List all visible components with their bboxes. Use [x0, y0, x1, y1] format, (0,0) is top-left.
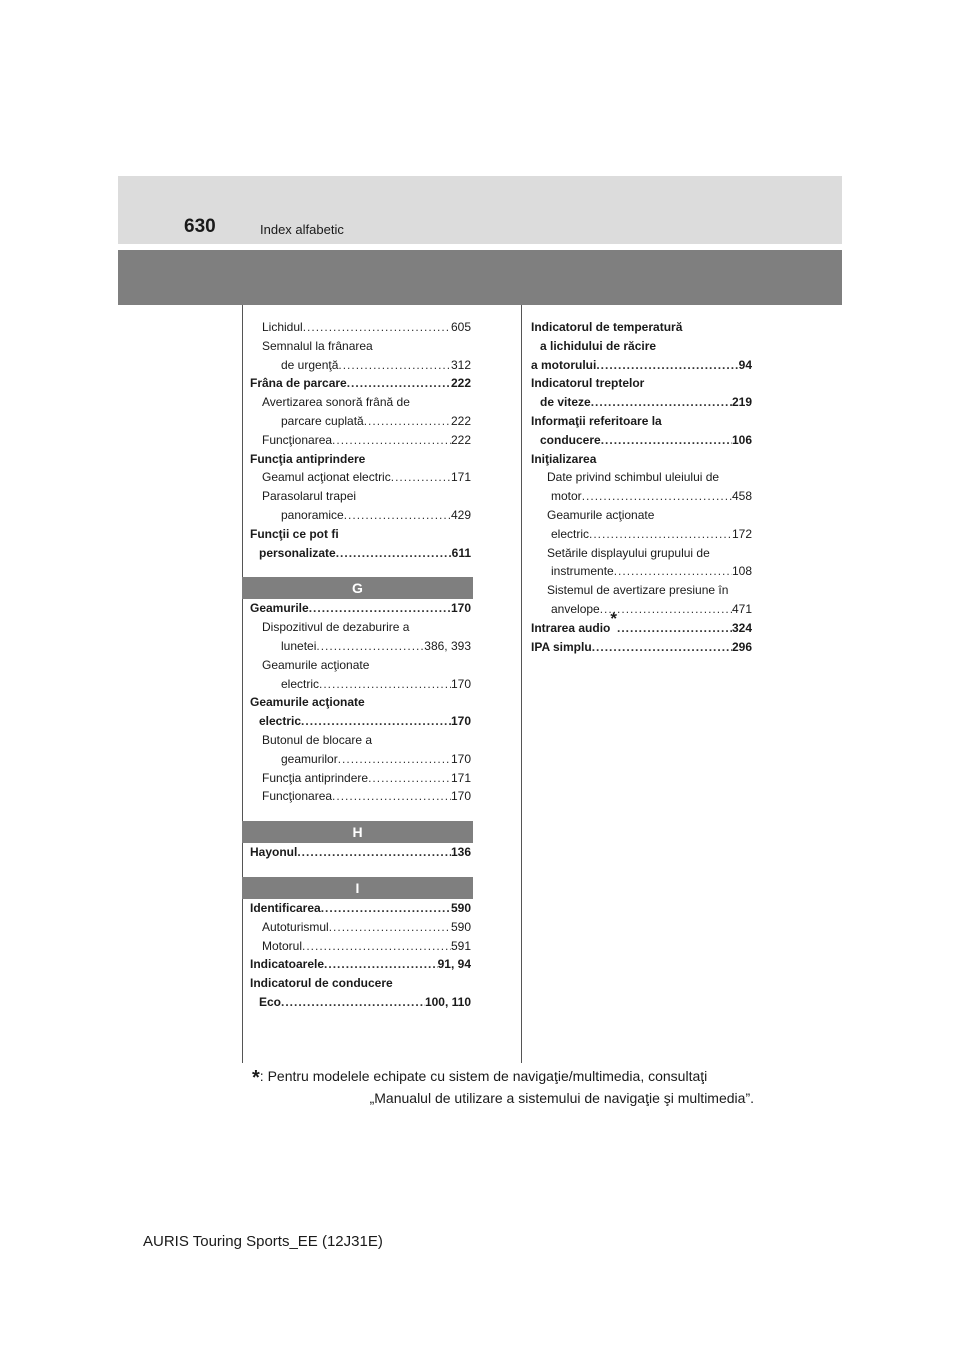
dot-leader	[319, 675, 451, 694]
index-entry	[531, 638, 752, 657]
letter-band: G	[242, 577, 473, 599]
index-entry	[531, 393, 752, 412]
index-heading	[531, 468, 752, 487]
index-label: Indicatorul de temperatură	[531, 320, 683, 334]
header-band	[118, 250, 842, 305]
index-entry	[250, 993, 471, 1012]
column-divider-left	[242, 305, 243, 1063]
index-page: 170	[450, 676, 471, 691]
footnote	[252, 1066, 754, 1108]
index-page: 590	[450, 919, 471, 934]
page-number: 630	[184, 216, 216, 237]
index-entry	[250, 356, 471, 375]
dot-leader	[332, 431, 451, 450]
index-label: Geamurile	[250, 601, 309, 616]
index-label: panoramice	[281, 507, 344, 522]
section-gap	[250, 862, 471, 877]
index-column-1	[250, 318, 471, 1012]
dot-leader	[391, 468, 451, 487]
index-entry	[250, 769, 471, 788]
index-label: Avertizarea sonoră frână de	[262, 395, 410, 410]
index-label: Geamul acţionat electric	[262, 470, 391, 485]
index-entry	[250, 544, 471, 563]
index-page: 471	[731, 601, 752, 616]
index-entry	[531, 487, 752, 506]
index-page: 171	[450, 770, 471, 785]
dot-leader	[368, 769, 451, 788]
index-label: Informaţii referitoare la	[531, 413, 662, 428]
index-entry	[250, 637, 471, 656]
dot-leader	[309, 599, 451, 618]
dot-leader	[324, 955, 438, 974]
index-label: electric	[551, 526, 590, 541]
index-column-2	[531, 318, 752, 656]
dot-leader	[302, 937, 451, 956]
index-page: 222	[450, 376, 471, 391]
index-entry	[250, 899, 471, 918]
footnote-marker: *	[610, 608, 617, 628]
letter-band: H	[242, 821, 473, 843]
index-label: Hayonul	[250, 845, 298, 860]
index-heading	[531, 412, 752, 431]
index-label: electric	[281, 676, 320, 691]
index-page: 170	[450, 789, 471, 804]
page-title: Index alfabetic	[260, 222, 344, 237]
index-heading	[531, 581, 752, 600]
index-page: 591	[450, 938, 471, 953]
index-label: Identificarea	[250, 900, 321, 915]
index-label: Intrarea audio	[531, 620, 611, 635]
index-page: 222	[450, 413, 471, 428]
index-label: Setările displayului grupului de	[547, 545, 710, 560]
index-page: 590	[450, 900, 471, 915]
index-page: 100, 110	[424, 994, 471, 1009]
index-page: 611	[451, 545, 471, 560]
dot-leader	[617, 619, 732, 638]
index-entry	[250, 937, 471, 956]
index-label: Lichidul	[262, 320, 303, 334]
index-label: Indicatoarele	[250, 957, 325, 972]
index-label: conducere	[540, 432, 601, 447]
index-label: anvelope	[551, 601, 600, 616]
index-page: 136	[450, 845, 471, 860]
index-label: geamurilor	[281, 751, 338, 766]
index-page: 170	[450, 751, 471, 766]
index-page: 324	[731, 620, 752, 635]
index-label: instrumente	[551, 564, 614, 579]
index-heading	[250, 487, 471, 506]
index-label: Indicatorul treptelor	[531, 376, 645, 391]
index-label: Funcţionarea	[262, 789, 333, 804]
index-page: 94	[738, 357, 752, 372]
dot-leader	[336, 544, 452, 563]
index-label: Funcţii ce pot fi	[250, 526, 339, 541]
index-heading	[531, 544, 752, 563]
index-page: 91, 94	[437, 957, 471, 972]
index-label: parcare cuplată	[281, 413, 364, 428]
index-page: 429	[450, 507, 471, 522]
index-page: 312	[450, 357, 471, 372]
index-label: Geamurile acţionate	[262, 657, 370, 672]
index-heading	[250, 656, 471, 675]
index-heading	[250, 337, 471, 356]
index-entry	[250, 750, 471, 769]
index-label: motor	[551, 489, 582, 504]
index-entry	[531, 600, 752, 619]
index-label: Butonul de blocare a	[262, 732, 373, 747]
index-label: de viteze	[540, 395, 591, 410]
dot-leader	[591, 393, 732, 412]
index-label: Frâna de parcare	[250, 376, 347, 391]
index-heading	[250, 618, 471, 637]
dot-leader	[347, 374, 451, 393]
dot-leader	[601, 431, 732, 450]
dot-leader	[614, 562, 732, 581]
footnote-line-2: „Manualul de utilizare a sistemului de navigaţie şi multimedia”.	[369, 1090, 754, 1106]
index-entry	[531, 562, 752, 581]
footnote-star: *	[252, 1067, 260, 1089]
index-label: Motorul	[262, 938, 303, 953]
dot-leader	[364, 412, 451, 431]
index-label: IPA simplu	[531, 639, 592, 654]
index-label: Funcţia antiprindere	[262, 770, 369, 785]
dot-leader	[321, 899, 451, 918]
dot-leader	[596, 356, 738, 375]
index-label: Geamurile acţionate	[547, 507, 655, 522]
index-entry	[250, 468, 471, 487]
index-entry	[250, 675, 471, 694]
dot-leader	[582, 487, 732, 506]
dot-leader	[281, 993, 425, 1012]
index-heading	[531, 506, 752, 525]
index-page: 170	[450, 714, 471, 729]
index-label: Date privind schimbul uleiului de	[547, 470, 720, 485]
index-label: de urgenţă	[281, 357, 339, 372]
index-heading	[250, 393, 471, 412]
index-entry	[250, 599, 471, 618]
index-entry	[250, 431, 471, 450]
index-label: electric	[259, 714, 302, 729]
index-label: Dispozitivul de dezaburire a	[262, 620, 410, 635]
index-entry	[250, 843, 471, 862]
dot-leader	[338, 750, 451, 769]
dot-leader	[329, 918, 451, 937]
dot-leader	[297, 843, 451, 862]
index-heading	[250, 974, 471, 993]
index-page: 222	[450, 432, 471, 447]
index-entry	[250, 412, 471, 431]
index-page: 458	[731, 489, 752, 504]
index-heading	[531, 374, 752, 393]
index-page: 172	[731, 526, 752, 541]
footer-model-code: AURIS Touring Sports_EE (12J31E)	[143, 1233, 383, 1250]
index-heading	[531, 318, 752, 337]
section-gap	[250, 806, 471, 821]
dot-leader	[303, 318, 451, 337]
index-page: 219	[731, 395, 752, 410]
index-entry	[250, 787, 471, 806]
dot-leader	[589, 525, 732, 544]
index-heading	[531, 450, 752, 469]
index-label: Indicatorul de conducere	[250, 976, 393, 991]
index-entry	[250, 918, 471, 937]
index-label: personalizate	[259, 545, 336, 560]
index-entry	[531, 356, 752, 375]
index-entry	[250, 374, 471, 393]
header-bar	[118, 176, 842, 244]
dot-leader	[338, 356, 451, 375]
dot-leader	[301, 712, 451, 731]
dot-leader	[592, 638, 732, 657]
index-page: 386, 393	[424, 638, 471, 653]
index-page: 106	[731, 432, 752, 447]
dot-leader	[332, 787, 451, 806]
index-label: Semnalul la frânarea	[262, 338, 373, 353]
column-divider-middle	[521, 305, 522, 1063]
index-label: Autoturismul	[262, 919, 329, 934]
index-heading	[250, 525, 471, 544]
index-heading	[250, 693, 471, 712]
index-entry	[250, 955, 471, 974]
index-label: Parasolarul trapei	[262, 489, 357, 504]
index-page: 296	[731, 639, 752, 654]
index-entry	[531, 431, 752, 450]
index-page: 108	[731, 564, 752, 579]
dot-leader	[344, 506, 451, 525]
dot-leader	[316, 637, 424, 656]
index-entry	[250, 506, 471, 525]
index-label: Funcţionarea	[262, 432, 333, 447]
section-gap	[250, 562, 471, 577]
index-entry	[250, 318, 471, 337]
index-label: Geamurile acţionate	[250, 695, 365, 710]
index-heading	[531, 337, 752, 356]
index-label: Funcţia antiprindere	[250, 451, 366, 466]
index-label: Sistemul de avertizare presiune în	[547, 583, 729, 598]
footnote-line-1: : Pentru modelele echipate cu sistem de navigaţie/multimedia, consultaţi	[259, 1068, 708, 1084]
index-heading	[250, 731, 471, 750]
index-heading	[250, 450, 471, 469]
index-label: Eco	[259, 994, 282, 1009]
index-page: 605	[450, 320, 471, 334]
index-label: lunetei	[281, 638, 317, 653]
index-entry	[250, 712, 471, 731]
index-label: a motorului	[531, 357, 597, 372]
index-label: a lichidului de răcire	[540, 338, 657, 353]
index-page: 170	[450, 601, 471, 616]
index-label: Iniţializarea	[531, 451, 597, 466]
index-page: 171	[450, 470, 471, 485]
index-entry	[531, 525, 752, 544]
dot-leader	[600, 600, 732, 619]
letter-band: I	[242, 877, 473, 899]
